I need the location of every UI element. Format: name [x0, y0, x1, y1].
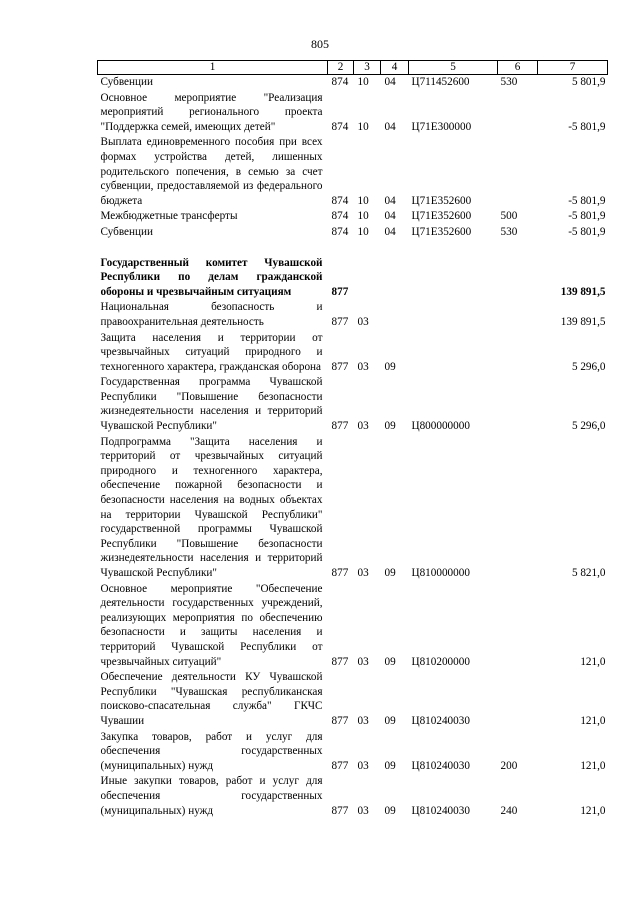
- cell-ministry-code: 877: [331, 804, 349, 817]
- cell-section-code: 03: [357, 759, 369, 772]
- cell-expense-type: [498, 135, 538, 209]
- cell-section-code: 10: [357, 210, 369, 223]
- table-row: [98, 300, 608, 330]
- cell-target-article: Ц810200000: [411, 655, 470, 668]
- cell-amount: 121,0: [580, 804, 606, 817]
- table-row: [98, 256, 608, 301]
- spacer-cell: [98, 241, 608, 256]
- row-description: Иные закупки товаров, работ и услуг для обеспечения государственных (муниципальных) нужд: [100, 775, 323, 817]
- cell-subsection-code: 09: [384, 360, 396, 373]
- cell-expense-type: 240: [500, 804, 518, 817]
- cell-target-article: [409, 300, 498, 330]
- cell-amount: -5 801,9: [568, 210, 606, 223]
- cell-subsection-code: 04: [384, 210, 396, 223]
- cell-section-code: 10: [357, 225, 369, 238]
- cell-expense-type: [498, 91, 538, 136]
- cell-subsection-code: 09: [384, 804, 396, 817]
- cell-section-code: 03: [357, 804, 369, 817]
- page-number: 805: [311, 37, 329, 51]
- cell-target-article: Ц810240030: [411, 759, 470, 772]
- table-row: [98, 435, 608, 582]
- cell-amount: -5 801,9: [568, 225, 606, 238]
- cell-expense-type: 200: [500, 759, 518, 772]
- cell-target-article: [409, 331, 498, 376]
- table-row: [98, 75, 608, 91]
- cell-ministry-code: 877: [331, 714, 349, 727]
- cell-subsection-code: 04: [384, 76, 396, 88]
- cell-subsection-code: 04: [384, 120, 396, 133]
- row-description: Субвенции: [100, 225, 153, 238]
- cell-target-article: Ц810000000: [411, 567, 470, 579]
- table-row: [98, 331, 608, 376]
- cell-target-article: [409, 256, 498, 301]
- cell-amount: 139 891,5: [560, 285, 606, 298]
- cell-subsection-code: 04: [384, 194, 396, 207]
- cell-ministry-code: 877: [331, 655, 349, 668]
- cell-amount: 121,0: [580, 714, 606, 727]
- table-header: [98, 61, 608, 75]
- column-header: 1: [98, 61, 328, 75]
- table-row: [98, 670, 608, 729]
- cell-subsection-code: 09: [384, 714, 396, 727]
- cell-section-code: 03: [357, 567, 369, 579]
- cell-expense-type: [498, 375, 538, 434]
- budget-table: [97, 60, 608, 819]
- table-row: [98, 375, 608, 434]
- cell-expense-type: [498, 331, 538, 376]
- column-header: 5: [409, 61, 498, 75]
- cell-amount: 121,0: [580, 655, 606, 668]
- cell-subsection-code: 09: [384, 420, 396, 433]
- column-number-row: [98, 61, 608, 75]
- cell-amount: 139 891,5: [560, 315, 606, 328]
- table-row: [98, 774, 608, 819]
- cell-target-article: Ц71Е300000: [411, 120, 472, 133]
- cell-ministry-code: 877: [331, 759, 349, 772]
- row-description: Субвенции: [100, 76, 153, 88]
- row-description: Основное мероприятие "Обеспечение деятельности государственных учреждений, реализующих мероприятия по обеспечению безопасности и защиты населения и территорий Чувашской Республики от чрезвычайных ситуаций": [100, 582, 323, 668]
- cell-ministry-code: 877: [331, 285, 349, 298]
- row-description: Национальная безопасность и правоохранительная деятельность: [100, 301, 323, 328]
- cell-expense-type: 500: [500, 210, 518, 223]
- table-row: [98, 730, 608, 775]
- cell-section-code: 10: [357, 194, 369, 207]
- cell-amount: 5 821,0: [571, 567, 606, 579]
- cell-amount: -5 801,9: [568, 120, 606, 133]
- cell-section-code: 10: [357, 76, 369, 88]
- row-description: Подпрограмма "Защита населения и территорий от чрезвычайных ситуаций природного и техногенного характера, обеспечение пожарной безопасности и безопасности населения на водных объектах на территории Чувашской Республики" государственной программы Чувашской Республики "Повышение безопасности жизнедеятельности населения и территорий Чувашской Республики": [100, 435, 323, 579]
- cell-amount: 5 801,9: [571, 76, 606, 88]
- cell-expense-type: [498, 670, 538, 729]
- cell-section-code: 03: [357, 360, 369, 373]
- cell-target-article: Ц810240030: [411, 804, 470, 817]
- cell-expense-type: [498, 300, 538, 330]
- cell-expense-type: [498, 582, 538, 671]
- cell-subsection-code: [381, 300, 409, 330]
- cell-ministry-code: 877: [331, 567, 349, 579]
- cell-amount: 121,0: [580, 759, 606, 772]
- cell-expense-type: [498, 435, 538, 582]
- cell-ministry-code: 874: [331, 120, 349, 133]
- column-header: 6: [498, 61, 538, 75]
- cell-ministry-code: 874: [331, 225, 349, 238]
- cell-amount: -5 801,9: [568, 194, 606, 207]
- cell-section-code: 10: [357, 120, 369, 133]
- cell-subsection-code: 09: [384, 655, 396, 668]
- table-row: [98, 225, 608, 241]
- cell-expense-type: 530: [500, 225, 518, 238]
- cell-amount: 5 296,0: [571, 420, 606, 433]
- cell-ministry-code: 877: [331, 360, 349, 373]
- cell-ministry-code: 874: [331, 76, 349, 88]
- column-header: 7: [538, 61, 608, 75]
- cell-ministry-code: 877: [331, 315, 349, 328]
- cell-section-code: 03: [357, 655, 369, 668]
- row-description: Государственная программа Чувашской Республики "Повышение безопасности жизнедеятельности населения и территорий Чувашской Республики": [100, 376, 323, 433]
- table-row: [98, 209, 608, 225]
- table-body: [98, 75, 608, 820]
- row-description: Защита населения и территории от чрезвычайных ситуаций природного и техногенного характера, гражданская оборона: [100, 331, 323, 373]
- cell-section-code: [354, 256, 381, 301]
- cell-expense-type: 530: [500, 76, 518, 88]
- cell-expense-type: [498, 256, 538, 301]
- cell-target-article: Ц71Е352600: [411, 225, 472, 238]
- column-header: 4: [381, 61, 409, 75]
- table-row: [98, 582, 608, 671]
- row-description: Закупка товаров, работ и услуг для обеспечения государственных (муниципальных) нужд: [100, 730, 323, 772]
- row-description: Межбюджетные трансферты: [100, 210, 238, 223]
- row-description: Обеспечение деятельности КУ Чувашской Республики "Чувашская республиканская поисково-спасательная служба" ГКЧС Чувашии: [100, 671, 323, 727]
- cell-section-code: 03: [357, 714, 369, 727]
- cell-subsection-code: 09: [384, 567, 396, 579]
- budget-table-container: [97, 60, 607, 819]
- cell-ministry-code: 874: [331, 210, 349, 223]
- cell-target-article: Ц711452600: [411, 76, 470, 88]
- row-description: Государственный комитет Чувашской Республики по делам гражданской обороны и чрезвычайным ситуациям: [100, 256, 323, 298]
- cell-target-article: Ц800000000: [411, 420, 470, 433]
- cell-ministry-code: 877: [331, 420, 349, 433]
- cell-amount: 5 296,0: [571, 360, 606, 373]
- cell-ministry-code: 874: [331, 194, 349, 207]
- table-row: [98, 135, 608, 209]
- cell-section-code: 03: [357, 315, 369, 328]
- cell-section-code: 03: [357, 420, 369, 433]
- row-description: Основное мероприятие "Реализация мероприятий регионального проекта "Поддержка семей, имеющих детей": [100, 91, 323, 133]
- cell-subsection-code: 09: [384, 759, 396, 772]
- row-description: Выплата единовременного пособия при всех формах устройства детей, лишенных родительского попечения, в семью за счет субвенции, предоставляемой из федерального бюджета: [100, 136, 323, 207]
- cell-target-article: Ц71Е352600: [411, 194, 472, 207]
- cell-target-article: Ц71Е352600: [411, 210, 472, 223]
- column-header: 2: [328, 61, 354, 75]
- table-row: [98, 91, 608, 136]
- spacer-row: [98, 241, 608, 256]
- column-header: 3: [354, 61, 381, 75]
- cell-subsection-code: 04: [384, 225, 396, 238]
- cell-subsection-code: [381, 256, 409, 301]
- cell-target-article: Ц810240030: [411, 714, 470, 727]
